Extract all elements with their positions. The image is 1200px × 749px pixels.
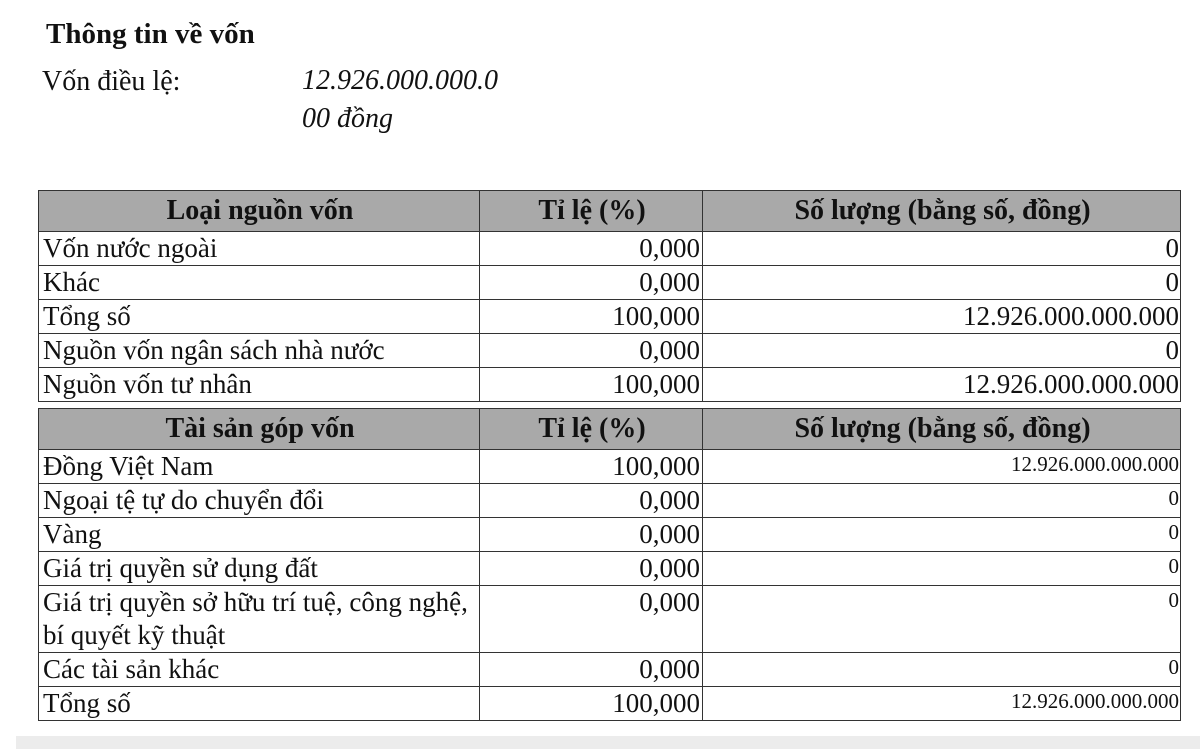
charter-capital-value xyxy=(302,62,498,138)
row-ratio: 100,000 xyxy=(480,450,703,484)
table-row xyxy=(39,232,1181,266)
row-ratio: 0,000 xyxy=(480,266,703,300)
row-name: Tổng số xyxy=(39,687,480,721)
column-header-ratio: Tỉ lệ (%) xyxy=(480,409,703,450)
row-name: Các tài sản khác xyxy=(39,653,480,687)
table-header-row xyxy=(39,409,1181,450)
table-row xyxy=(39,586,1181,653)
charter-capital-label: Vốn điều lệ: xyxy=(42,66,181,97)
row-amount: 0 xyxy=(703,586,1181,653)
table-row xyxy=(39,266,1181,300)
column-header-source-type: Loại nguồn vốn xyxy=(39,191,480,232)
row-amount: 0 xyxy=(703,653,1181,687)
row-name: Vốn nước ngoài xyxy=(39,232,480,266)
row-amount: 12.926.000.000.000 xyxy=(703,300,1181,334)
charter-capital-value-line1: 12.926.000.000.0 xyxy=(302,65,498,96)
table-header-row xyxy=(39,191,1181,232)
column-header-amount: Số lượng (bằng số, đồng) xyxy=(703,191,1181,232)
row-ratio: 0,000 xyxy=(480,334,703,368)
table-row xyxy=(39,334,1181,368)
row-name: Giá trị quyền sở hữu trí tuệ, công nghệ, bí quyết kỹ thuật xyxy=(39,586,480,653)
row-name: Nguồn vốn tư nhân xyxy=(39,368,480,402)
row-ratio: 0,000 xyxy=(480,552,703,586)
row-amount: 0 xyxy=(703,232,1181,266)
table-row xyxy=(39,653,1181,687)
charter-capital-value-line2: 00 đồng xyxy=(302,103,393,134)
column-header-ratio: Tỉ lệ (%) xyxy=(480,191,703,232)
row-amount: 0 xyxy=(703,552,1181,586)
row-name: Khác xyxy=(39,266,480,300)
row-name: Vàng xyxy=(39,518,480,552)
section-title: Thông tin về vốn xyxy=(46,18,255,50)
row-amount: 12.926.000.000.000 xyxy=(703,450,1181,484)
column-header-amount: Số lượng (bằng số, đồng) xyxy=(703,409,1181,450)
row-ratio: 0,000 xyxy=(480,586,703,653)
row-ratio: 0,000 xyxy=(480,653,703,687)
capital-sources-table xyxy=(38,190,1181,402)
row-amount: 0 xyxy=(703,518,1181,552)
row-amount: 12.926.000.000.000 xyxy=(703,368,1181,402)
row-name: Đồng Việt Nam xyxy=(39,450,480,484)
row-ratio: 100,000 xyxy=(480,368,703,402)
row-name: Nguồn vốn ngân sách nhà nước xyxy=(39,334,480,368)
row-name: Tổng số xyxy=(39,300,480,334)
row-ratio: 100,000 xyxy=(480,687,703,721)
bottom-scroll-band xyxy=(16,736,1200,749)
row-amount: 0 xyxy=(703,484,1181,518)
row-amount: 12.926.000.000.000 xyxy=(703,687,1181,721)
row-amount: 0 xyxy=(703,266,1181,300)
table-row xyxy=(39,687,1181,721)
table-row xyxy=(39,552,1181,586)
row-amount: 0 xyxy=(703,334,1181,368)
table-row xyxy=(39,368,1181,402)
row-ratio: 0,000 xyxy=(480,518,703,552)
table-row xyxy=(39,518,1181,552)
row-name: Ngoại tệ tự do chuyển đổi xyxy=(39,484,480,518)
table-row xyxy=(39,484,1181,518)
table-row xyxy=(39,300,1181,334)
column-header-asset-type: Tài sản góp vốn xyxy=(39,409,480,450)
contributed-assets-table xyxy=(38,408,1181,721)
row-ratio: 0,000 xyxy=(480,484,703,518)
row-ratio: 100,000 xyxy=(480,300,703,334)
table-row xyxy=(39,450,1181,484)
row-ratio: 0,000 xyxy=(480,232,703,266)
row-name: Giá trị quyền sử dụng đất xyxy=(39,552,480,586)
